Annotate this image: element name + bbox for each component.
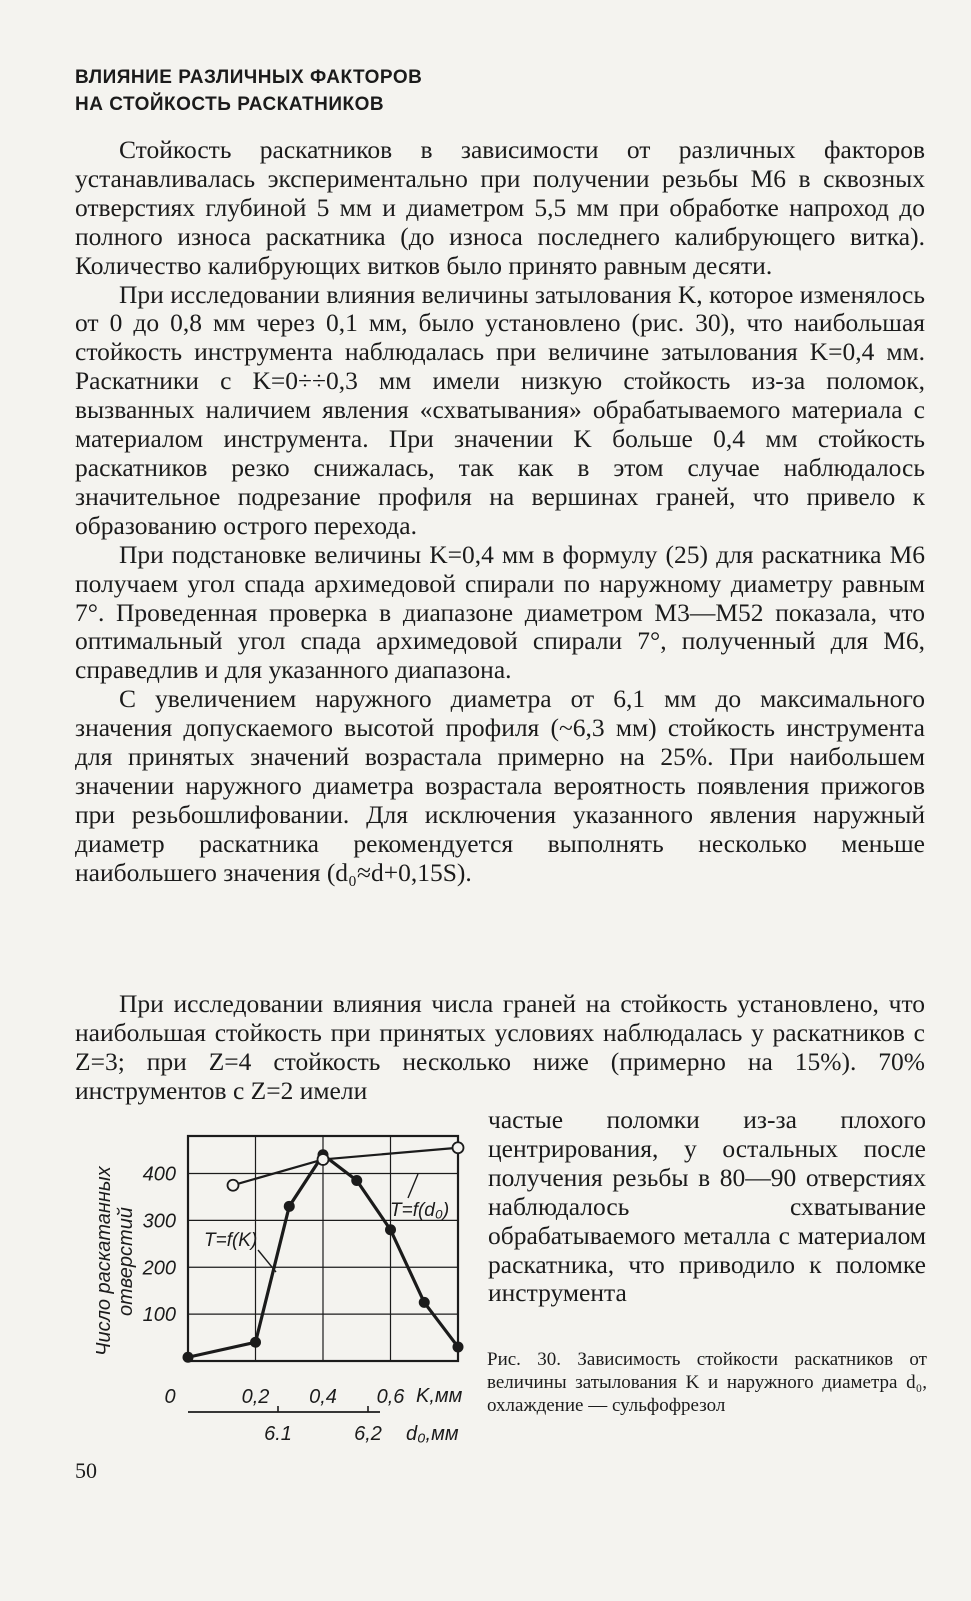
paragraph-5	[75, 990, 925, 1106]
x-tick-label: 0,2	[241, 1386, 270, 1408]
section-heading	[75, 64, 595, 118]
paragraph-5-text: При исследовании влияния числа граней на стойкость установлено, что наибольшая стойкость при принятых условиях наблюдалась у раскатников с Z=3; при Z=4 стойкость несколько ниже (примерно на 15%). 70% инструментов с Z=2 имели	[75, 989, 925, 1105]
data-point	[453, 1142, 464, 1153]
heading-line-2: НА СТОЙКОСТЬ РАСКАТНИКОВ	[75, 94, 385, 115]
series-line	[233, 1148, 458, 1186]
data-point	[351, 1175, 362, 1186]
x2-tick-label: 6.1	[264, 1423, 292, 1445]
y-axis-label-line-1: Число раскатанных	[93, 1166, 115, 1356]
data-point	[183, 1352, 194, 1363]
paragraph-1: Стойкость раскатников в зависимости от различных факторов устанавливалась экспериментально при получении резьбы М6 в сквозных отверстиях глубиной 5 мм и диаметром 5,5 мм при обработке напроход до полного износа раскатника (до износа последнего калибрующего витка). Количество калибрующих витков было принято равным десяти.	[75, 135, 925, 280]
y-axis-label-line-2: отверстий	[115, 1207, 137, 1316]
x-axis-label: K,мм	[416, 1385, 463, 1407]
figure-30-chart	[80, 1120, 480, 1460]
series-label-leader	[408, 1174, 418, 1198]
data-point	[385, 1224, 396, 1235]
data-point	[318, 1154, 329, 1165]
heading-line-1: ВЛИЯНИЕ РАЗЛИЧНЫХ ФАКТОРОВ	[75, 67, 423, 88]
secondary-axis-label: d₀,мм	[406, 1423, 459, 1445]
y-tick-label: 400	[142, 1163, 176, 1186]
y-tick-label: 200	[142, 1257, 176, 1280]
data-point	[250, 1337, 261, 1348]
figure-caption: Рис. 30. Зависимость стойкости раскатников от величины затылования K и наружного диаметра d₀, охлаждение — сульфофрезол	[487, 1349, 927, 1416]
series-label-leader	[258, 1250, 276, 1272]
x-tick-label: 0,6	[376, 1386, 405, 1408]
paragraph-2: При исследовании влияния величины затылования K, которое изменялось от 0 до 0,8 мм через 0,1 мм, было установлено (рис. 30), что наибольшая стойкость инструмента наблюдалась при величине затылования K=0,4 мм. Раскатники с K=0÷÷0,3 мм имели низкую стойкость из-за поломок, вызванных наличием явления «схватывания» обрабатываемого материала с материалом инструмента. При значении K больше 0,4 мм стойкость раскатников резко снижалась, так как в этом случае наблюдалось значительное подрезание профиля на вершинах граней, что привело к образованию острого перехода.	[75, 279, 925, 540]
y-tick-label: 100	[142, 1304, 176, 1327]
x-tick-label: 0,4	[309, 1386, 337, 1408]
x2-tick-label: 6,2	[354, 1423, 382, 1445]
page-number: 50	[75, 1458, 97, 1483]
body-text	[75, 136, 925, 888]
paragraph-4: С увеличением наружного диаметра от 6,1 мм до максимального значения допускаемого высотой профиля (~6,3 мм) стойкость инструмента для принятых значений возрастала примерно на 25%. При наибольшем значении наружного диаметра возрастала вероятность появления прижогов при резьбошлифовании. Для исключения указанного явления наружный диаметр раскатника рекомендуется выполнять несколько меньше наибольшего значения (d₀≈d+0,15S).	[75, 684, 925, 887]
x-tick-label: 0	[164, 1386, 176, 1408]
data-point	[453, 1341, 464, 1352]
series-label: T=f(d₀)	[390, 1200, 450, 1221]
y-tick-label: 300	[142, 1210, 176, 1233]
wrap-text: частые поломки из-за плохого центрирования, у остальных после получения резьбы в 80—90 отверстиях наблюдалось схватывание обрабатываемого металла с материалом раскатника, что приводило к поломке инструмента	[488, 1105, 926, 1308]
data-point	[228, 1180, 239, 1191]
data-point	[284, 1201, 295, 1212]
paragraph-3: При подстановке величины K=0,4 мм в формулу (25) для раскатника М6 получаем угол спада архимедовой спирали по наружному диаметру равным 7°. Проведенная проверка в диапазоне диаметром М3—М52 показала, что оптимальный угол спада архимедовой спирали 7°, полученный для М6, справедлив и для указанного диапазона.	[75, 539, 925, 685]
series-label: T=f(K)	[204, 1230, 258, 1251]
data-point	[419, 1297, 430, 1308]
